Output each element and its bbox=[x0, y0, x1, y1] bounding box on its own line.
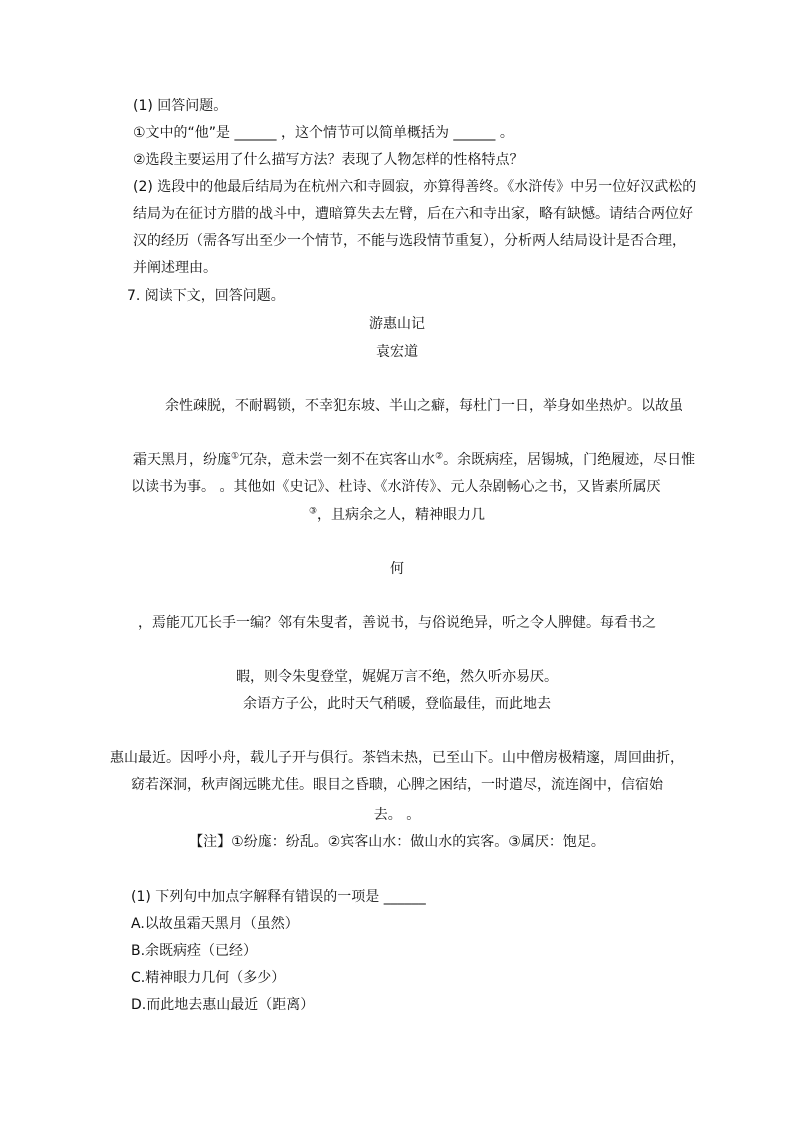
q7-sub1-question: (1) 下列句中加点字解释有错误的一项是 ______ bbox=[131, 889, 426, 905]
footnote-mark: ③ bbox=[308, 506, 318, 517]
q6-sub2-line-1: (2) 选段中的他最后结局为在杭州六和寺圆寂，亦算得善终。《水浒传》中另一位好汉武松的 bbox=[133, 179, 697, 195]
passage-line-9: 惠山最近。因呼小舟，载儿子开与俱行。茶铛未热，已至山下。山中僧房极精邃，周回曲折， bbox=[110, 750, 684, 766]
q6-sub2-line-2: 结局为在征讨方腊的战斗中，遭暗算失去左臂，后在六和寺出家，略有缺憾。请结合两位好 bbox=[133, 206, 693, 222]
q6-sub1-question-a: ①文中的“他”是 ______ ，这个情节可以简单概括为 ______ 。 bbox=[133, 125, 514, 141]
footnote-mark: ① bbox=[231, 451, 240, 462]
passage-line-11: 去。 。 bbox=[373, 807, 421, 823]
passage-line-6: ，焉能兀兀长手一编？邻有朱叟者，善说书，与俗说绝异，听之令人脾健。每看书之 bbox=[138, 615, 656, 631]
passage-line-1: 余性疎脱，不耐羁锁，不幸犯东坡、半山之癖，每杜门一日，举身如坐热炉。以故虽 bbox=[165, 398, 683, 414]
q6-sub1-title: (1) 回答问题。 bbox=[133, 98, 228, 114]
passage-line-2 bbox=[133, 450, 695, 470]
option-b: B.余既病痊（已经） bbox=[131, 943, 258, 959]
q7-stem: 7. 阅读下文，回答问题。 bbox=[127, 288, 285, 304]
option-a: A.以故虽霜天黑月（虽然） bbox=[131, 916, 299, 932]
option-d: D.而此地去惠山最近（距离） bbox=[131, 997, 315, 1013]
passage-text: 。余既病痊，居锡城，门绝履迹，尽日惟 bbox=[443, 452, 696, 468]
passage-text: 冗杂，意未尝一刻不在宾客山水 bbox=[239, 452, 436, 468]
passage-line-5: 何 bbox=[390, 561, 404, 577]
passage-author: 袁宏道 bbox=[376, 344, 418, 360]
passage-line-4 bbox=[0, 505, 794, 525]
passage-line-8: 余语方子公，此时天气稍暖，登临最佳，而此地去 bbox=[243, 696, 551, 712]
q6-sub2-line-4: 并阐述理由。 bbox=[133, 260, 217, 276]
footnote-mark: ② bbox=[435, 451, 444, 462]
passage-text: 霜天黑月，纷庬 bbox=[133, 452, 231, 468]
passage-text: ，且病余之人，精神眼力几 bbox=[317, 507, 486, 523]
q6-sub2-line-3: 汉的经历（需各写出至少一个情节，不能与选段情节重复），分析两人结局设计是否合理， bbox=[133, 233, 686, 249]
passage-line-3: 以读书为事。 。其他如《史记》、杜诗、《水浒传》、元人杂剧畅心之书，又皆素所属厌 bbox=[131, 479, 661, 495]
q6-sub1-question-b: ②选段主要运用了什么描写方法？表现了人物怎样的性格特点？ bbox=[133, 152, 524, 168]
option-c: C.精神眼力几何（多少） bbox=[131, 970, 286, 986]
passage-line-10: 窈若深洞，秋声阁远眺尤佳。眼目之昏聩，心脾之困结，一时遣尽，流连阁中，信宿始 bbox=[131, 777, 663, 793]
passage-line-7: 暇，则令朱叟登堂，娓娓万言不绝，然久听亦易厌。 bbox=[236, 669, 558, 685]
passage-title: 游惠山记 bbox=[369, 316, 425, 332]
passage-note: 【注】①纷庬：纷乱。②宾客山水：做山水的宾客。③属厌：饱足。 bbox=[189, 834, 605, 850]
